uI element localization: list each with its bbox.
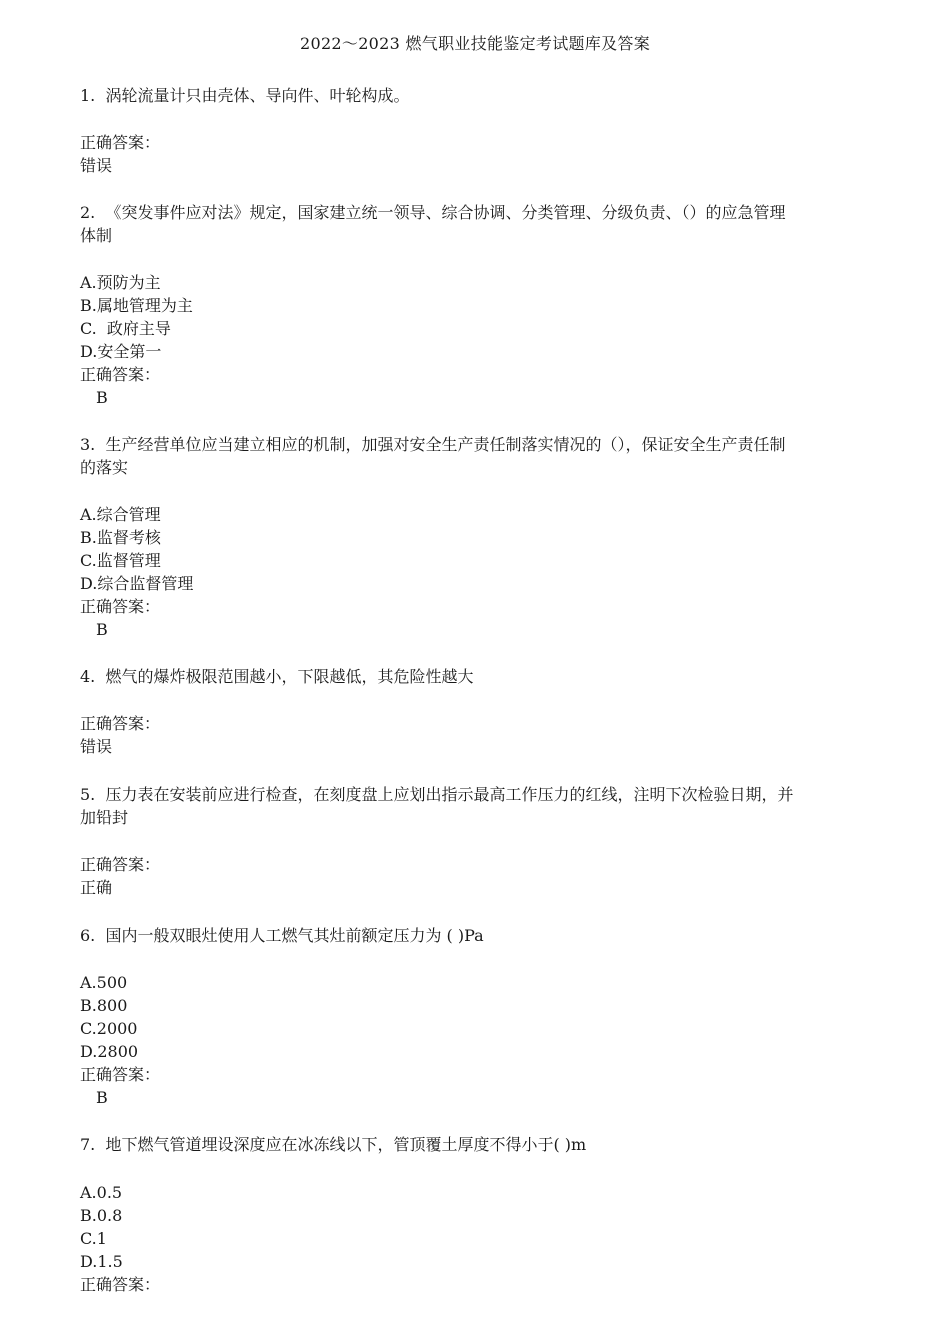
answer-value: 错误 [80, 737, 113, 756]
option: C.1 [80, 1229, 107, 1248]
option: B.监督考核 [80, 528, 161, 547]
question-text: 《突发事件应对法》规定，国家建立统一领导、综合协调、分类管理、分级负责、（）的应急管理 [105, 203, 786, 222]
question-2-stem-line1 [80, 201, 880, 224]
option: D.安全第一 [80, 342, 162, 361]
option: B.属地管理为主 [80, 296, 193, 315]
question-number: 2. [80, 203, 96, 222]
answer-value: B [96, 620, 108, 639]
question-number: 4. [80, 667, 96, 686]
question-5-stem-line2: 加铅封 [80, 808, 129, 827]
option: D.1.5 [80, 1252, 123, 1271]
option: B.800 [80, 996, 128, 1015]
answer-label: 正确答案： [80, 597, 161, 616]
option: D.综合监督管理 [80, 574, 194, 593]
answer-label: 正确答案： [80, 365, 161, 384]
option: C.监督管理 [80, 551, 161, 570]
question-text: 地下燃气管道埋设深度应在冰冻线以下，管顶覆土厚度不得小于( )m [105, 1135, 587, 1154]
question-3-stem-line1 [80, 433, 880, 456]
answer-label: 正确答案： [80, 714, 161, 733]
question-text: 压力表在安装前应进行检查，在刻度盘上应划出指示最高工作压力的红线，注明下次检验日期，并 [105, 785, 794, 804]
question-text: 生产经营单位应当建立相应的机制，加强对安全生产责任制落实情况的（），保证安全生产责任制 [105, 435, 786, 454]
answer-value: 正确 [80, 878, 113, 897]
answer-label: 正确答案： [80, 133, 161, 152]
option: A.0.5 [80, 1183, 123, 1202]
question-number: 3. [80, 435, 96, 454]
option: C. 政府主导 [80, 319, 171, 338]
answer-value: B [96, 388, 108, 407]
question-1-stem [80, 84, 880, 107]
option: D.2800 [80, 1042, 139, 1061]
option: C.2000 [80, 1019, 138, 1038]
question-7-stem [80, 1133, 880, 1156]
answer-label: 正确答案： [80, 855, 161, 874]
option: A.500 [80, 973, 128, 992]
question-number: 7. [80, 1135, 96, 1154]
option: B.0.8 [80, 1206, 123, 1225]
question-4-stem [80, 665, 880, 688]
answer-value: 错误 [80, 156, 113, 175]
question-text: 国内一般双眼灶使用人工燃气其灶前额定压力为 ( )Pa [105, 926, 484, 945]
question-number: 1. [80, 86, 96, 105]
document-title: 2022～2023 燃气职业技能鉴定考试题库及答案 [299, 34, 651, 53]
question-6-stem [80, 924, 880, 947]
question-number: 5. [80, 785, 96, 804]
option: A.综合管理 [80, 505, 161, 524]
option: A.预防为主 [80, 273, 161, 292]
question-text: 涡轮流量计只由壳体、导向件、叶轮构成。 [105, 86, 410, 105]
answer-label: 正确答案： [80, 1065, 161, 1084]
question-2-stem-line2: 体制 [80, 226, 113, 245]
question-number: 6. [80, 926, 96, 945]
answer-label: 正确答案： [80, 1275, 161, 1294]
answer-value: B [96, 1088, 108, 1107]
question-3-stem-line2: 的落实 [80, 458, 129, 477]
question-5-stem-line1 [80, 783, 880, 806]
question-text: 燃气的爆炸极限范围越小，下限越低，其危险性越大 [105, 667, 474, 686]
